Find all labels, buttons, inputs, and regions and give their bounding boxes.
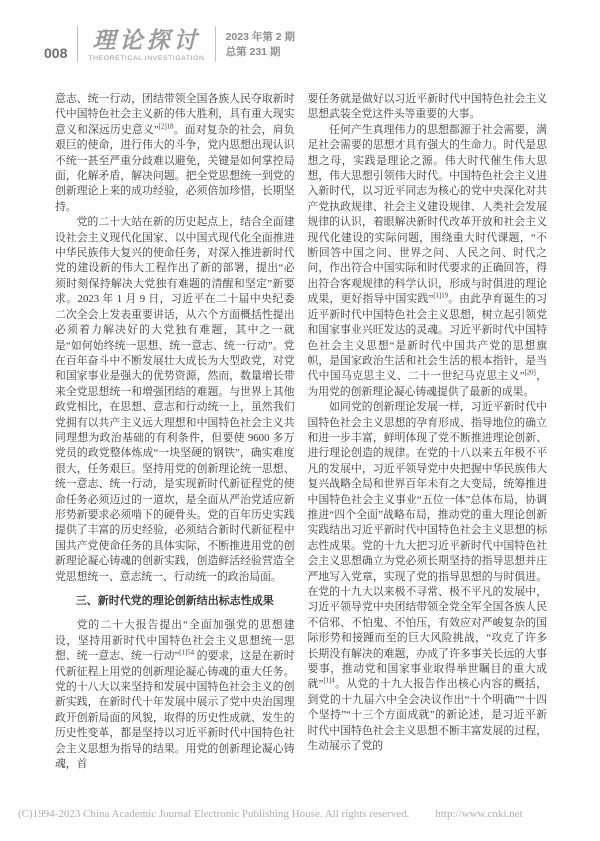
paragraph-text: ，为用党的创新理论凝心铸魂提供了最新的成果。 bbox=[307, 370, 547, 398]
volume-number: 总第 231 期 bbox=[225, 46, 281, 58]
copyright-text: (C)1994-2023 China Academic Journal Electronic Publishing House. All rights reserved. bbox=[18, 808, 410, 820]
left-column bbox=[55, 92, 295, 772]
citation-superscript: [1]4 bbox=[323, 677, 335, 685]
paragraph-text: 。由此孕育诞生的习近平新时代中国特色社会主义思想，树立起引领党和国家事业兴旺发达的灵魂。习近平新时代中国特色社会主义思想“是新时代中国共产党的思想旗帜，是国家政治生活和社会生活的根本指针，是当代中国马克思主义、二十一世纪马克思主义” bbox=[307, 293, 548, 383]
paragraph bbox=[55, 92, 295, 215]
paragraph bbox=[308, 123, 548, 400]
right-column bbox=[308, 92, 548, 772]
paragraph-text: 党的二十大报告提出“全面加强党的思想建设，坚持用新时代中国特色社会主义思想统一思想、统一意志、统一行动” bbox=[55, 619, 295, 663]
page-footer bbox=[18, 808, 523, 820]
paragraph bbox=[55, 618, 295, 772]
citation-superscript: [1]19 bbox=[433, 292, 449, 300]
paragraph-text: 意志、统一行动，团结带领全国各族人民夺取新时代中国特色社会主义新的伟大胜利，具有重大现实意义和深远历史意义” bbox=[55, 93, 295, 136]
cnki-url: http://www.cnki.net bbox=[435, 808, 523, 820]
paragraph-text: 如同党的创新理论发展一样，习近平新时代中国特色社会主义思想的孕育形成、指导地位的确立和进一步丰富，鲜明体现了党不断推进理论创新、进行理论创造的规律。在党的十八以来五年极不平凡的发展中，习近平领导党中央把握中华民族伟大复兴战略全局和世界百年未有之大变局，统筹推进中国特色社会主义事业“五位一体”总体布局，协调推进“四个全面”战略布局，推动党的重大理论创新实践结出习近平新时代中国特色社会主义思想的标志性成果。党的十九大把习近平新时代中国特色社会主义思想确立为党必须长期坚持的指导思想并庄严地写入党章，实现了党的指导思想的与时俱进。在党的十九大以来极不寻常、极不平凡的发展中，习近平领导党中央团结带领全党全军全国各族人民不信邪、不怕鬼、不怕压，有效应对严峻复杂的国际形势和接踵而至的巨大风险挑战，“攻克了许多长期没有解决的难题，办成了许多事关长远的大事要事，推动党和国家事业取得举世瞩目的重大成就” bbox=[307, 401, 547, 691]
journal-name-english: THEORETICAL INVESTIGATION bbox=[88, 55, 205, 62]
paragraph-text: 要任务就是做好以习近平新时代中国特色社会主义思想武装全党这件头等重要的大事。 bbox=[307, 93, 547, 121]
paragraph bbox=[55, 215, 295, 585]
citation-superscript: [20] bbox=[524, 369, 536, 377]
header-divider-right bbox=[215, 26, 216, 62]
journal-logo bbox=[88, 29, 204, 62]
paragraph-text: 党的二十大站在新的历史起点上，结合全面建设社会主义现代化国家、以中国式现代化全面推进中华民族伟大复兴的使命任务，对深入推进新时代党的建设新的伟大工程作出了新的部署，提出“必须时刻保持解决大党独有难题的清醒和坚定”新要求。2023 年 1 月 9 日，习近平在二十届中央纪委二次全会上发表重要讲话，从六个方面概括性提出必须着力解决好的大党独有难题，其中之一就是“如何始终统一思想、统一意志、统一行动”。党在百年奋斗中不断发展壮大成长为大型政党，对党和国家事业是强大的优势资源，然而，数量增长带来全党思想统一和增强团结的难题。与世界上其他政党相比，在思想、意志和行动统一上，虽然我们党拥有以共产主义远大理想和中国特色社会主义共同理想为政治基础的有利条件，但要使 9600 多万党员的政党整体炼成“一块坚硬的钢铁”，确实难度很大，任务艰巨。坚持用党的创新理论统一思想、统一意志、统一行动，是实现新时代新征程党的使命任务必须迈过的一道坎，是全面从严治党适应新形势新要求必须啃下的硬骨头。党的百年历史实践提供了丰富的历史经验，必须结合新时代新征程中国共产党使命任务的具体实际，不断推进用党的创新理论凝心铸魂的创新实践，创造鲜活经验营造全党思想统一、意志统一、行动统一的政治局面。 bbox=[55, 216, 295, 583]
article-body bbox=[55, 92, 547, 772]
issue-number: 2023 年第 2 期 bbox=[225, 31, 296, 43]
paragraph bbox=[308, 400, 548, 754]
paragraph-text: 。从党的十九大报告作出核心内容的概括，到党的十九届六中全会决议作出“十个明确”“十四个坚持”“十三个方面成就”的新论述，是习近平新时代中国特色社会主义思想不断丰富发展的过程，生动展示了党的 bbox=[307, 678, 548, 753]
journal-name-chinese: 理论探讨 bbox=[92, 27, 201, 54]
section-heading: 三、新时代党的理论创新结出标志性成果 bbox=[75, 595, 274, 607]
citation-superscript: [2]18 bbox=[158, 123, 174, 131]
issue-info bbox=[226, 30, 295, 62]
page-number: 008 bbox=[44, 45, 68, 61]
paragraph bbox=[308, 92, 548, 123]
paragraph-text: 任何产生真理伟力的思想都源于社会需要，满足社会需要的思想才具有强大的生命力。时代是思想之母，实践是理论之源。伟大时代催生伟大思想，伟大思想引领伟大时代。中国特色社会主义进入新时代，以习近平同志为核心的党中央深化对共产党执政规律、社会主义建设规律、人类社会发展规律的认识，着眼解决新时代改革开放和社会主义现代化建设的实际问题，围绕重大时代课题，“不断回答中国之问、世界之问、人民之问、时代之问，作出符合中国实际和时代要求的正确回答，得出符合客观规律的科学认识，形成与时俱进的理论成果，更好指导中国实践” bbox=[307, 123, 547, 306]
page-header bbox=[44, 26, 295, 62]
paragraph-text: 。面对复杂的社会，肩负艰巨的使命，进行伟大的斗争，党内思想出现认识不统一甚至严重分歧难以避免，关键是如何掌控局面，化解矛盾，解决问题。把全党思想统一到党的创新理论上来的成功经验，必须倍加珍惜，长期坚持。 bbox=[55, 123, 295, 213]
citation-superscript: [1]54 bbox=[179, 649, 195, 657]
header-divider-left bbox=[77, 26, 78, 62]
paragraph-text: 的要求，这是在新时代新征程上用党的创新理论凝心铸魂的重大任务。党的十八大以来坚持和发展中国特色社会主义的创新实践，在新时代十年发展中展示了党中央治国理政开创新局面的风貌，取得的历史性成就、发生的历史性变革，都是坚持以习近平新时代中国特色社会主义思想为指导的结果。用党的创新理论凝心铸魂，首 bbox=[55, 650, 295, 771]
